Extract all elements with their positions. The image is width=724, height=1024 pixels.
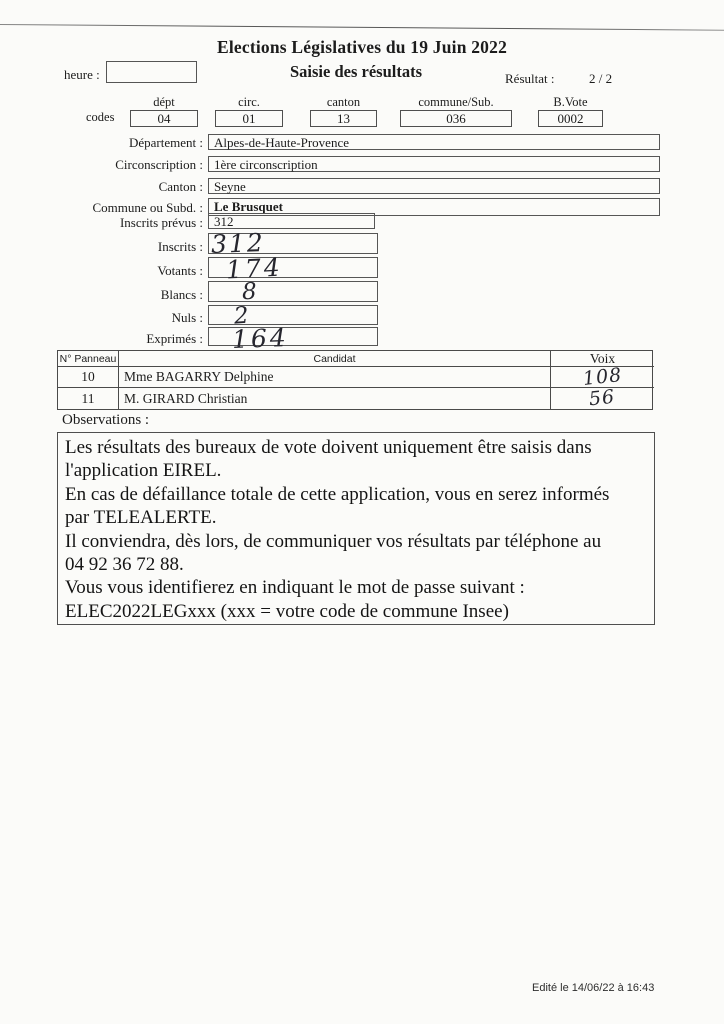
code-header-dept: dépt [153,95,175,109]
inscrits-field [208,228,378,259]
observations-box [57,432,655,625]
voix-handwritten-value: 56 [588,385,617,411]
column-header-voix: Voix [551,351,654,367]
exprimes-label: Exprimés : [146,331,203,346]
column-header-panneau: N° Panneau [58,351,119,367]
table-row-panneau: 10 [58,367,119,388]
code-header-circ: circ. [238,95,260,109]
inscrits-prevus-value: 312 [214,214,234,229]
departement-label: Département : [129,135,203,150]
code-field-dept: 04 [130,110,198,127]
code-header-commune: commune/Sub. [418,95,494,109]
votants-handwritten-value: 174 [225,252,284,285]
code-field-circ: 01 [215,110,283,127]
canton-label: Canton : [158,179,203,194]
inscrits-label: Inscrits : [157,239,203,254]
page-title: Elections Législatives du 19 Juin 2022 [216,37,508,57]
commune-value: Le Brusquet [214,199,283,214]
exprimes-handwritten-value: 164 [231,323,290,354]
table-row-voix [551,363,654,390]
canton-value: Seyne [214,179,246,194]
observations-line: 04 92 36 72 88. [65,554,184,576]
inscrits-prevus-field [208,213,375,229]
commune-label: Commune ou Subd. : [92,200,203,215]
votants-field [208,252,378,285]
canton-field [208,178,660,194]
code-field-commune: 036 [400,110,512,127]
blancs-field [208,278,378,306]
observations-line: Il conviendra, dès lors, de communiquer vos résultats par téléphone au [65,530,602,552]
heure-label: heure : [64,67,100,82]
heure-field [106,61,197,83]
edition-timestamp: Edité le 14/06/22 à 16:43 [532,982,655,994]
column-header-candidat: Candidat [119,351,551,367]
code-field-bvote: 0002 [538,110,603,127]
inscrits-handwritten-value: 312 [210,228,266,259]
resultat-value: 2 / 2 [589,71,613,86]
observations-line: ELEC2022LEGxxx (xxx = votre code de commune Insee) [65,600,509,622]
resultat-label: Résultat : [505,71,555,86]
nuls-handwritten-value: 2 [233,302,252,330]
observations-line: En cas de défaillance totale de cette application, vous en serez informés [65,483,610,505]
table-row-candidat: M. GIRARD Christian [119,388,551,409]
table-row-candidat: Mme BAGARRY Delphine [119,367,551,388]
blancs-label: Blancs : [160,287,203,302]
voix-handwritten-value: 108 [581,363,624,390]
nuls-label: Nuls : [171,310,203,325]
exprimes-field [208,323,378,354]
circonscription-value: 1ère circonscription [214,157,318,172]
departement-field [208,134,660,150]
circonscription-label: Circonscription : [115,157,203,172]
table-row-voix [551,385,654,411]
codes-label: codes [86,110,115,124]
code-field-canton: 13 [310,110,377,127]
code-header-canton: canton [326,95,361,109]
inscrits-prevus-label: Inscrits prévus : [119,215,203,230]
observations-label: Observations : [62,412,150,428]
observations-line: par TELEALERTE. [65,507,217,529]
nuls-field [208,302,378,330]
scan-artifact-line [0,24,724,31]
observations-line: l'application EIREL. [65,460,222,482]
departement-value: Alpes-de-Haute-Provence [214,135,349,150]
votants-label: Votants : [157,263,203,278]
page-subtitle: Saisie des résultats [290,62,422,81]
candidates-table [57,350,653,410]
circonscription-field [208,156,660,172]
observations-line: Vous vous identifierez en indiquant le mot de passe suivant : [65,577,525,599]
table-row-panneau: 11 [58,388,119,409]
blancs-handwritten-value: 8 [241,278,260,306]
code-header-bvote: B.Vote [553,95,588,109]
observations-line: Les résultats des bureaux de vote doivent uniquement être saisis dans [65,437,592,458]
